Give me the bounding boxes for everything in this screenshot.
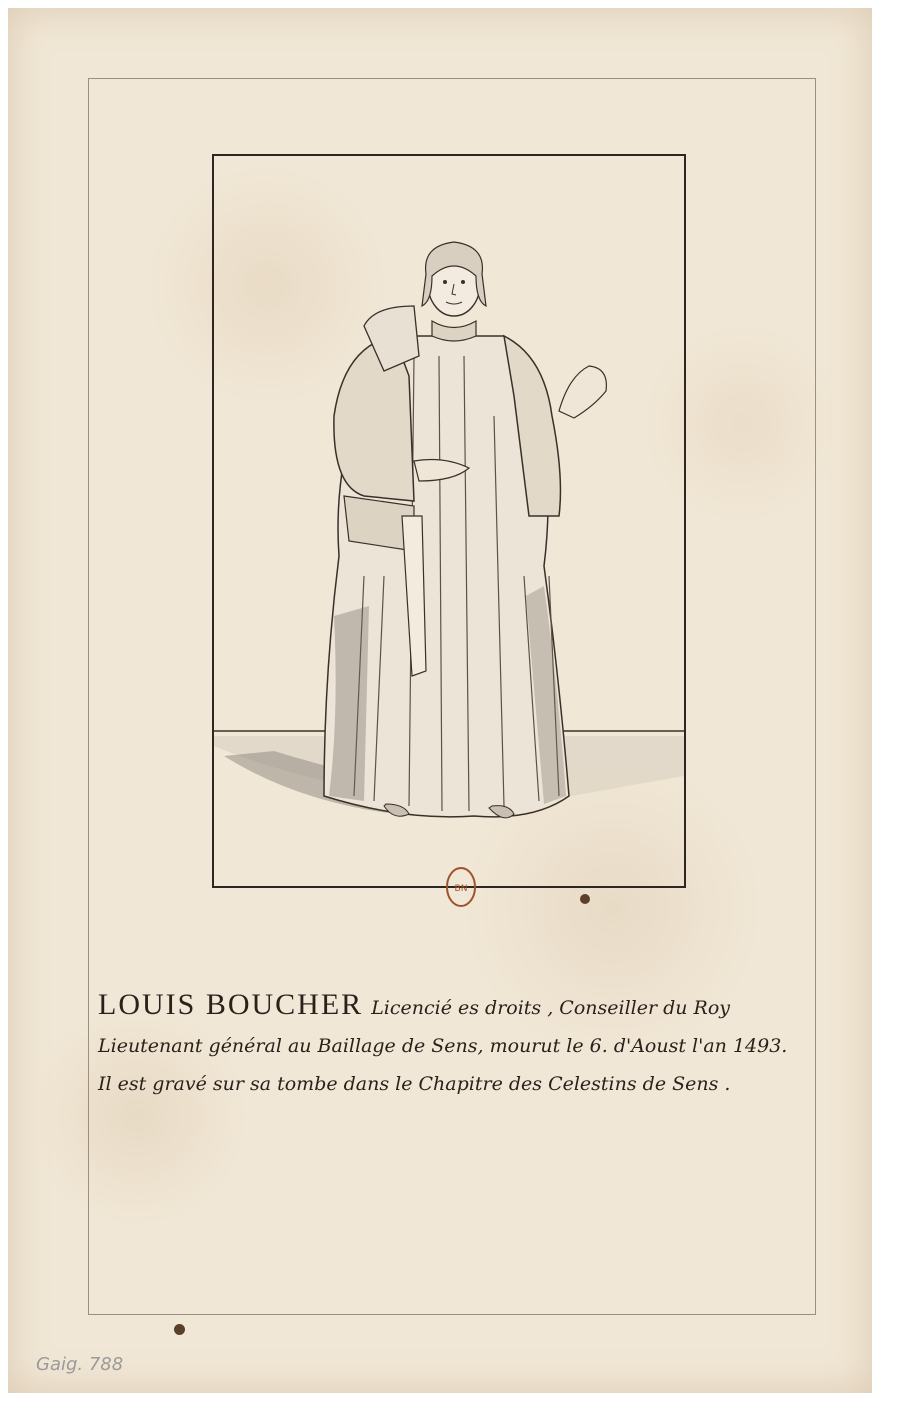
caption-line-2: Lieutenant général au Baillage de Sens, mourut le 6. d'Aoust l'an 1493. (98, 1035, 788, 1057)
caption (98, 986, 838, 1103)
subject-name: LOUIS BOUCHER (98, 988, 364, 1021)
ink-spot (174, 1324, 185, 1335)
library-stamp (445, 865, 477, 909)
caption-line-1 (98, 986, 838, 1027)
ink-spot (580, 894, 590, 904)
stamp-text: BN (454, 884, 468, 894)
portrait-frame (212, 154, 686, 888)
portrait-drawing (214, 156, 684, 886)
caption-line-1-rest: Licencié es droits , Conseiller du Roy (371, 997, 731, 1019)
caption-line-3: Il est gravé sur sa tombe dans le Chapitre des Celestins de Sens . (98, 1073, 731, 1095)
catalog-number: Gaig. 788 (36, 1354, 124, 1375)
paper-sheet (8, 8, 872, 1393)
